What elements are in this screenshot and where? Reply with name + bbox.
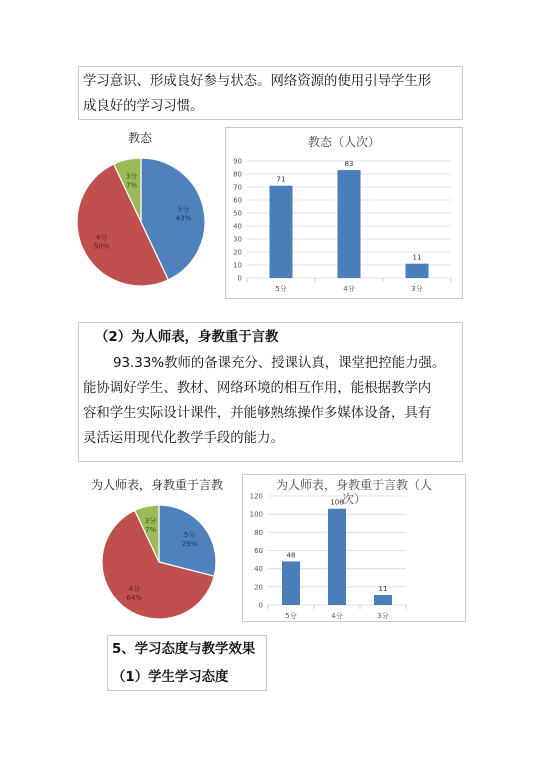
bar1-ytick-1: 10: [233, 261, 242, 270]
pie2-slice-pct-1: 64%: [126, 593, 143, 602]
bar2-ytick-3: 60: [254, 547, 263, 555]
model-para-line1-text: 教师的备课充分、授课认真，课堂把控能力强。: [164, 356, 446, 371]
top-paragraph-box: [78, 66, 463, 120]
bar1-xtick-0: 5分: [275, 285, 287, 293]
pie1-title: 教态: [127, 131, 152, 145]
model-para-line4: 灵活运用现代化教学手段的能力。: [83, 431, 284, 446]
pie1-chart: [73, 154, 209, 290]
bar1-ytick-3: 30: [233, 235, 242, 244]
pie1-slice-pct-0: 43%: [175, 214, 192, 223]
pie2-slice-pct-2: 7%: [144, 526, 157, 535]
pie2-slice-label-2: 3分: [144, 517, 157, 526]
bar2-xtick-1: 4分: [331, 612, 343, 620]
bar2-title-line2: 次）: [341, 492, 367, 506]
top-paragraph-line2: 成良好的学习习惯。: [83, 99, 204, 114]
bar2-data-label-2: 11: [378, 585, 388, 594]
pie2-title: 为人师表，身教重于言教: [90, 478, 223, 492]
bar1-data-label-1: 83: [344, 160, 354, 169]
bar2-ytick-2: 40: [254, 565, 263, 574]
bar1-ytick-6: 60: [233, 196, 242, 205]
bar1-ytick-8: 80: [233, 170, 242, 179]
bar1-data-label-2: 11: [412, 253, 422, 262]
bar2-ytick-6: 120: [249, 492, 263, 501]
bar1-ytick-4: 40: [233, 222, 242, 231]
model-section-box: [78, 322, 463, 462]
bar1-bar-1: [338, 170, 361, 278]
bar1-chart: [225, 127, 463, 299]
bar2-title-line1: 为人师表，身教重于言教（人: [275, 478, 433, 492]
section5-heading: 5、学习态度与教学效果: [112, 642, 256, 657]
model-heading: （2）为人师表，身教重于言教: [95, 330, 279, 345]
bar2-bar-1: [328, 509, 346, 605]
model-para-line3: 容和学生实际设计课件，并能够熟练操作多媒体设备，具有: [83, 406, 432, 421]
bar1-data-label-0: 71: [276, 175, 286, 184]
bar1-ytick-7: 70: [233, 183, 242, 192]
bar1-xtick-1: 4分: [343, 285, 355, 293]
pie1-slice-label-1: 4分: [95, 233, 108, 242]
bar2-data-label-1: 106: [330, 498, 344, 507]
pie2-slice-label-0: 5分: [183, 531, 196, 540]
bar2-xtick-2: 3分: [377, 612, 389, 620]
bar1-ytick-2: 20: [233, 248, 242, 257]
bar1-bar-2: [406, 264, 429, 278]
pie1-slice-label-0: 5分: [177, 205, 190, 214]
pie1-slice-label-2: 3分: [125, 172, 138, 181]
bar2-ytick-0: 0: [258, 601, 263, 610]
bar2-bar-2: [374, 595, 392, 605]
section5-box: [107, 635, 267, 691]
bar2-ytick-5: 100: [249, 510, 263, 519]
bar2-ytick-1: 20: [254, 583, 263, 592]
bar2-ytick-4: 80: [254, 528, 263, 537]
pie1-slice-pct-1: 50%: [93, 242, 110, 251]
bar1-ytick-5: 50: [233, 209, 242, 218]
bar2-bar-0: [282, 561, 300, 605]
pie2-slice-pct-0: 29%: [181, 540, 198, 549]
model-para-percent: 93.33%: [113, 356, 165, 371]
bar1-xtick-2: 3分: [411, 285, 423, 293]
bar2-chart: [242, 474, 466, 622]
pie1-slice-pct-2: 7%: [125, 181, 138, 190]
bar1-ytick-0: 0: [237, 274, 242, 283]
bar1-bar-0: [270, 186, 293, 278]
bar1-ytick-9: 90: [233, 157, 242, 166]
pie2-slice-label-1: 4分: [128, 584, 141, 593]
model-para-line2: 能协调好学生、教材、网络环境的相互作用，能根据教学内: [83, 381, 432, 396]
pie2-chart: [98, 501, 220, 623]
section5-subheading: （1）学生学习态度: [112, 670, 229, 685]
bar2-data-label-0: 48: [286, 551, 296, 560]
top-paragraph-line1: 学习意识、形成良好参与状态。网络资源的使用引导学生形: [83, 74, 432, 89]
bar1-title: 教态（人次）: [307, 135, 381, 149]
model-para-line1: [83, 351, 462, 376]
bar2-xtick-0: 5分: [285, 612, 297, 620]
